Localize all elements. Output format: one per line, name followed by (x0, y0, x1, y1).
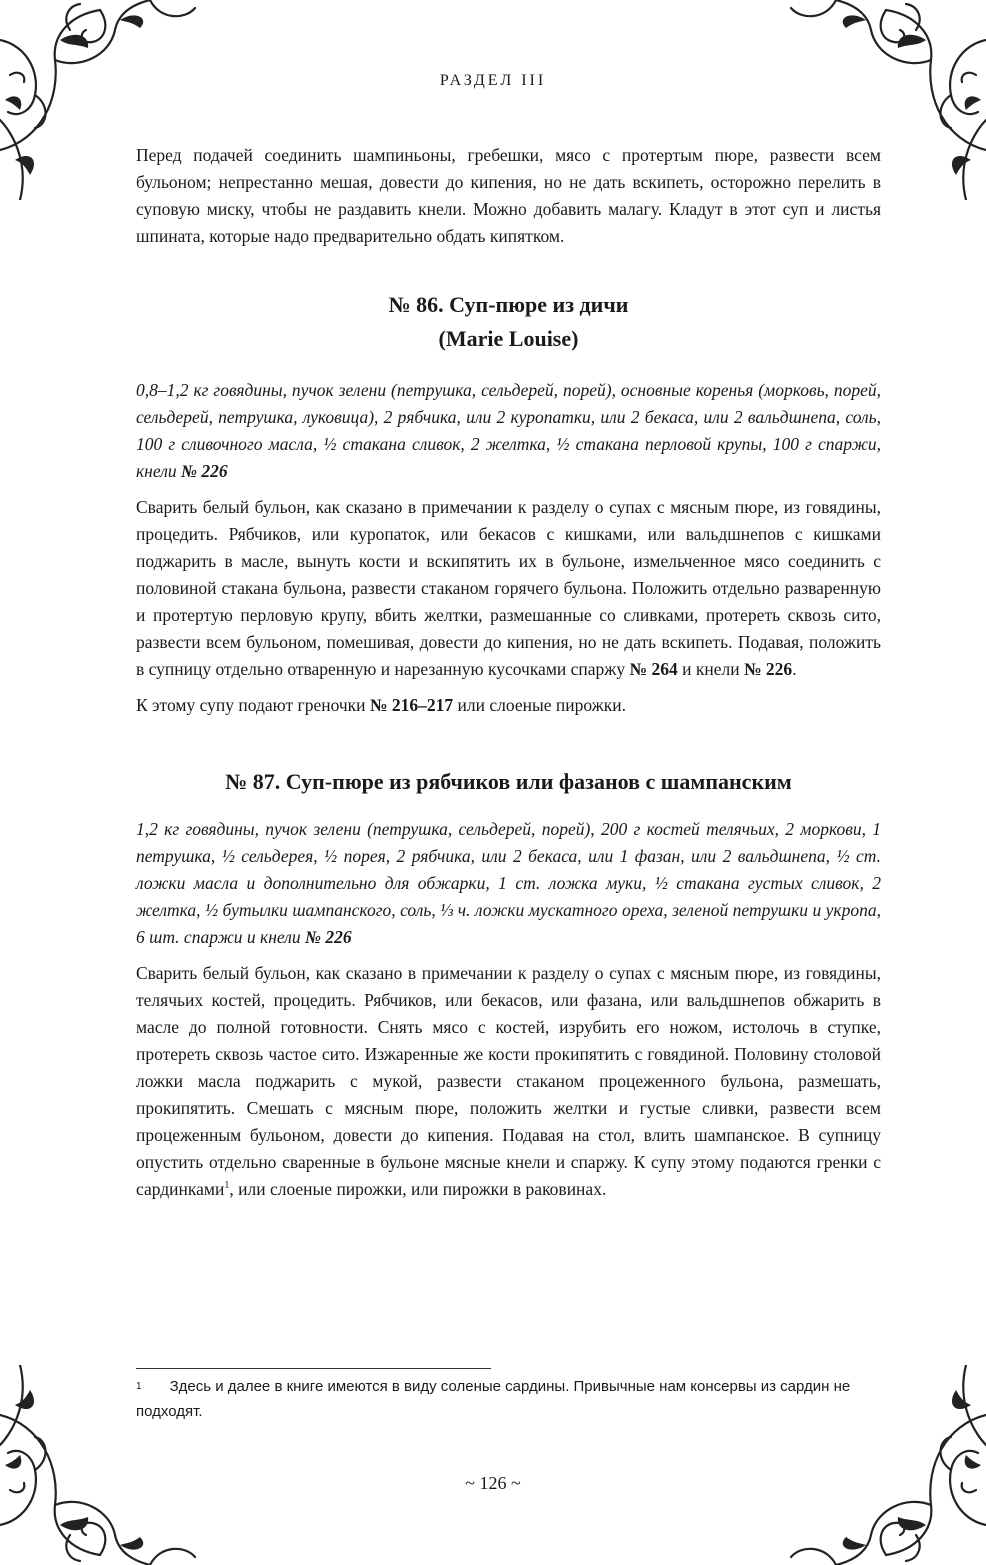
recipe-reference: № 226 (305, 927, 352, 947)
recipe-reference: № 216–217 (369, 695, 454, 715)
footnote-number: 1 (136, 1381, 142, 1392)
running-head: РАЗДЕЛ III (439, 72, 547, 89)
page-number: ~ 126 ~ (465, 1473, 521, 1493)
recipe-87-title: № 87. Суп-пюре из рябчиков или фазанов с шампанским (225, 769, 792, 794)
recipe-86-title: № 86. Суп-пюре из дичи (388, 292, 629, 317)
method-text-end: . (792, 659, 797, 679)
footnote-divider (136, 1368, 491, 1369)
serving-text-end: или слоеные пирожки. (453, 695, 626, 715)
method-text: Сварить белый бульон, как сказано в примечании к разделу о супах с мясным пюре, из говядины, процедить. Рябчиков, или куропаток, или бекасов с кишками, или вальдшнепов с кишками поджарить в масле, вынуть кости и вскипятить их в бульоне, измельченное мясо соединить с половиной стакана бульона, развести стаканом горячего бульона. Положить отдельно разваренную и протертую перловую крупу, вбить желтки, размешанные со сливками, протереть сквозь сито, развести всем бульоном, помешивая, довести до кипения, но не дать вскипеть. Подавая, положить в супницу отдельно отваренную и нарезанную кусочками спаржу (136, 497, 881, 679)
footnote-marker: 1 (224, 1180, 230, 1192)
footnote-text: Здесь и далее в книге имеются в виду соленые сардины. Привычные нам консервы из сардин не подходят. (136, 1378, 851, 1420)
page-body (136, 142, 881, 1212)
method-text-mid: и кнели (677, 659, 744, 679)
recipe-reference: № 226 (180, 461, 228, 481)
recipe-86-serving (136, 692, 881, 719)
method-text: Сварить белый бульон, как сказано в примечании к разделу о супах с мясным пюре, из говядины, телячьих костей, процедить. Рябчиков, или бекасов, или фазана, или вальдшнепов обжарить в масле до полной готовности. Снять мясо с костей, изрубить его ножом, истолочь в ступке, протереть сквозь частое сито. Изжаренные же кости прокипятить с говядиной. Половину столовой ложки масла поджарить с мукой, развести стаканом процеженного бульона, размешать, прокипятить. Смешать с мясным пюре, положить желтки и густые сливки, развести всем процеженным бульоном, довести до кипения. Подавая на стол, влить шампанское. В супницу опустить отдельно сваренные в бульоне мясные кнели и спаржу. К супу этому подаются гренки с сардинками (136, 963, 881, 1199)
footnote (136, 1374, 881, 1424)
recipe-86-ingredients (136, 377, 881, 485)
recipe-87-method (136, 960, 881, 1203)
ingredients-text: 1,2 кг говядины, пучок зелени (петрушка, сельдерей, порей), 200 г костей телячьих, 2 моркови, 1 петрушка, ½ сельдерея, ½ порея, 2 рябчика, или 2 бекаса, или 1 фазан, или 2 вальдшнепа, ½ ст. ложки масла и дополнительно для обжарки, 1 ст. ложка муки, ½ стакана густых сливок, 2 желтка, ½ бутылки шампанского, соль, ⅓ ч. ложки мускатного ореха, зеленой петрушки и укропа, 6 шт. спаржи и кнели (136, 819, 881, 947)
intro-paragraph: Перед подачей соединить шампиньоны, гребешки, мясо с протертым пюре, развести всем бульоном; непрестанно мешая, довести до кипения, но не дать вскипеть, осторожно перелить в суповую миску, чтобы не раздавить кнели. Можно добавить малагу. Кладут в этот суп и листья шпината, которые надо предварительно обдать кипятком. (136, 145, 881, 246)
recipe-reference: № 226 (743, 659, 793, 679)
recipe-86-subtitle: (Marie Louise) (438, 326, 579, 351)
serving-text: К этому супу подают греночки (136, 695, 370, 715)
ingredients-text: 0,8–1,2 кг говядины, пучок зелени (петрушка, сельдерей, порей), основные коренья (морковь, порей, сельдерей, петрушка, луковица), 2 рябчика, или 2 куропатки, или 2 бекаса, или 2 вальдшнепа, соль, 100 г сливочного масла, ½ стакана сливок, 2 желтка, ½ стакана перловой крупы, 100 г спаржи, кнели (136, 380, 881, 481)
recipe-87-ingredients (136, 816, 881, 951)
recipe-86-method (136, 494, 881, 683)
method-text-end: , или слоеные пирожки, или пирожки в раковинах. (229, 1179, 607, 1199)
recipe-reference: № 264 (629, 659, 678, 679)
